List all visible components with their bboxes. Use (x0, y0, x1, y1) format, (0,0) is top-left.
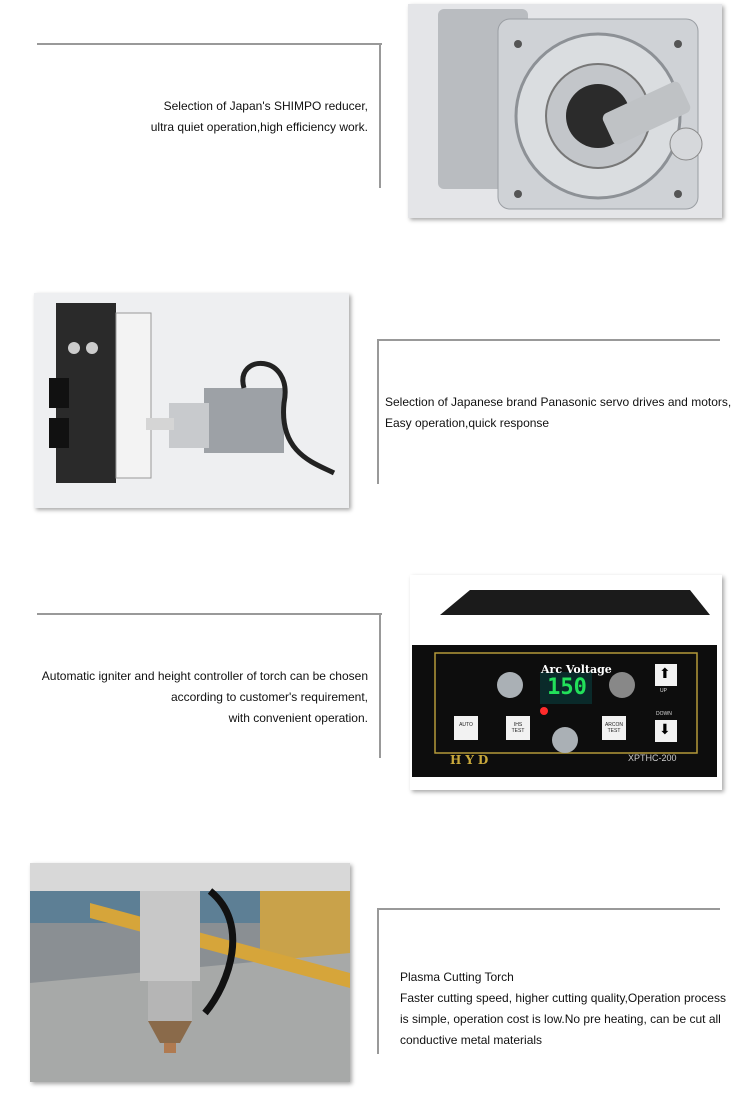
description-line: Selection of Japanese brand Panasonic servo drives and motors, (385, 395, 732, 409)
arcon-test-button: ARCON TEST (604, 722, 624, 734)
panasonic-servo-photo (34, 293, 349, 508)
up-label: UP (660, 688, 667, 694)
plasma-torch-photo (30, 863, 350, 1082)
brand-logo: HYD (450, 753, 493, 767)
description-line: Easy operation,quick response (385, 416, 550, 430)
frame-side-line (377, 908, 379, 1054)
frame-top-line (37, 43, 382, 45)
servo-description (385, 392, 731, 434)
frame-side-line (379, 43, 381, 188)
frame-top-line (37, 613, 382, 615)
reducer-description (151, 96, 368, 138)
description-line: is simple, operation cost is low.No pre heating, can be cut all (400, 1012, 721, 1026)
ihs-test-button: IHS TEST (511, 722, 525, 734)
down-label: DOWN (656, 711, 672, 717)
frame-side-line (377, 339, 379, 484)
arc-voltage-label: Arc Voltage (541, 663, 612, 676)
description-line: according to customer's requirement, (170, 690, 368, 704)
shimpo-reducer-photo (408, 4, 722, 218)
description-line: conductive metal materials (400, 1033, 543, 1047)
frame-top-line (377, 339, 720, 341)
down-arrow-icon: ⬇ (659, 721, 671, 737)
description-line: Selection of Japan's SHIMPO reducer, (163, 99, 368, 113)
description-line: ultra quiet operation,high efficiency work. (150, 120, 368, 134)
torch-description (400, 967, 726, 1051)
auto-button: AUTO (459, 722, 473, 728)
frame-side-line (379, 613, 381, 758)
description-line: Automatic igniter and height controller of torch can be chosen (41, 669, 368, 683)
description-line: Faster cutting speed, higher cutting quality,Operation process (400, 991, 726, 1005)
model-label: XPTHC-200 (628, 753, 677, 763)
frame-top-line (377, 908, 720, 910)
description-title: Plasma Cutting Torch (400, 970, 514, 984)
description-line: with convenient operation. (228, 711, 368, 725)
controller-description (42, 666, 368, 729)
up-arrow-icon: ⬆ (659, 665, 671, 681)
voltage-display: 150 (547, 675, 587, 700)
torch-height-controller-photo (410, 575, 722, 790)
